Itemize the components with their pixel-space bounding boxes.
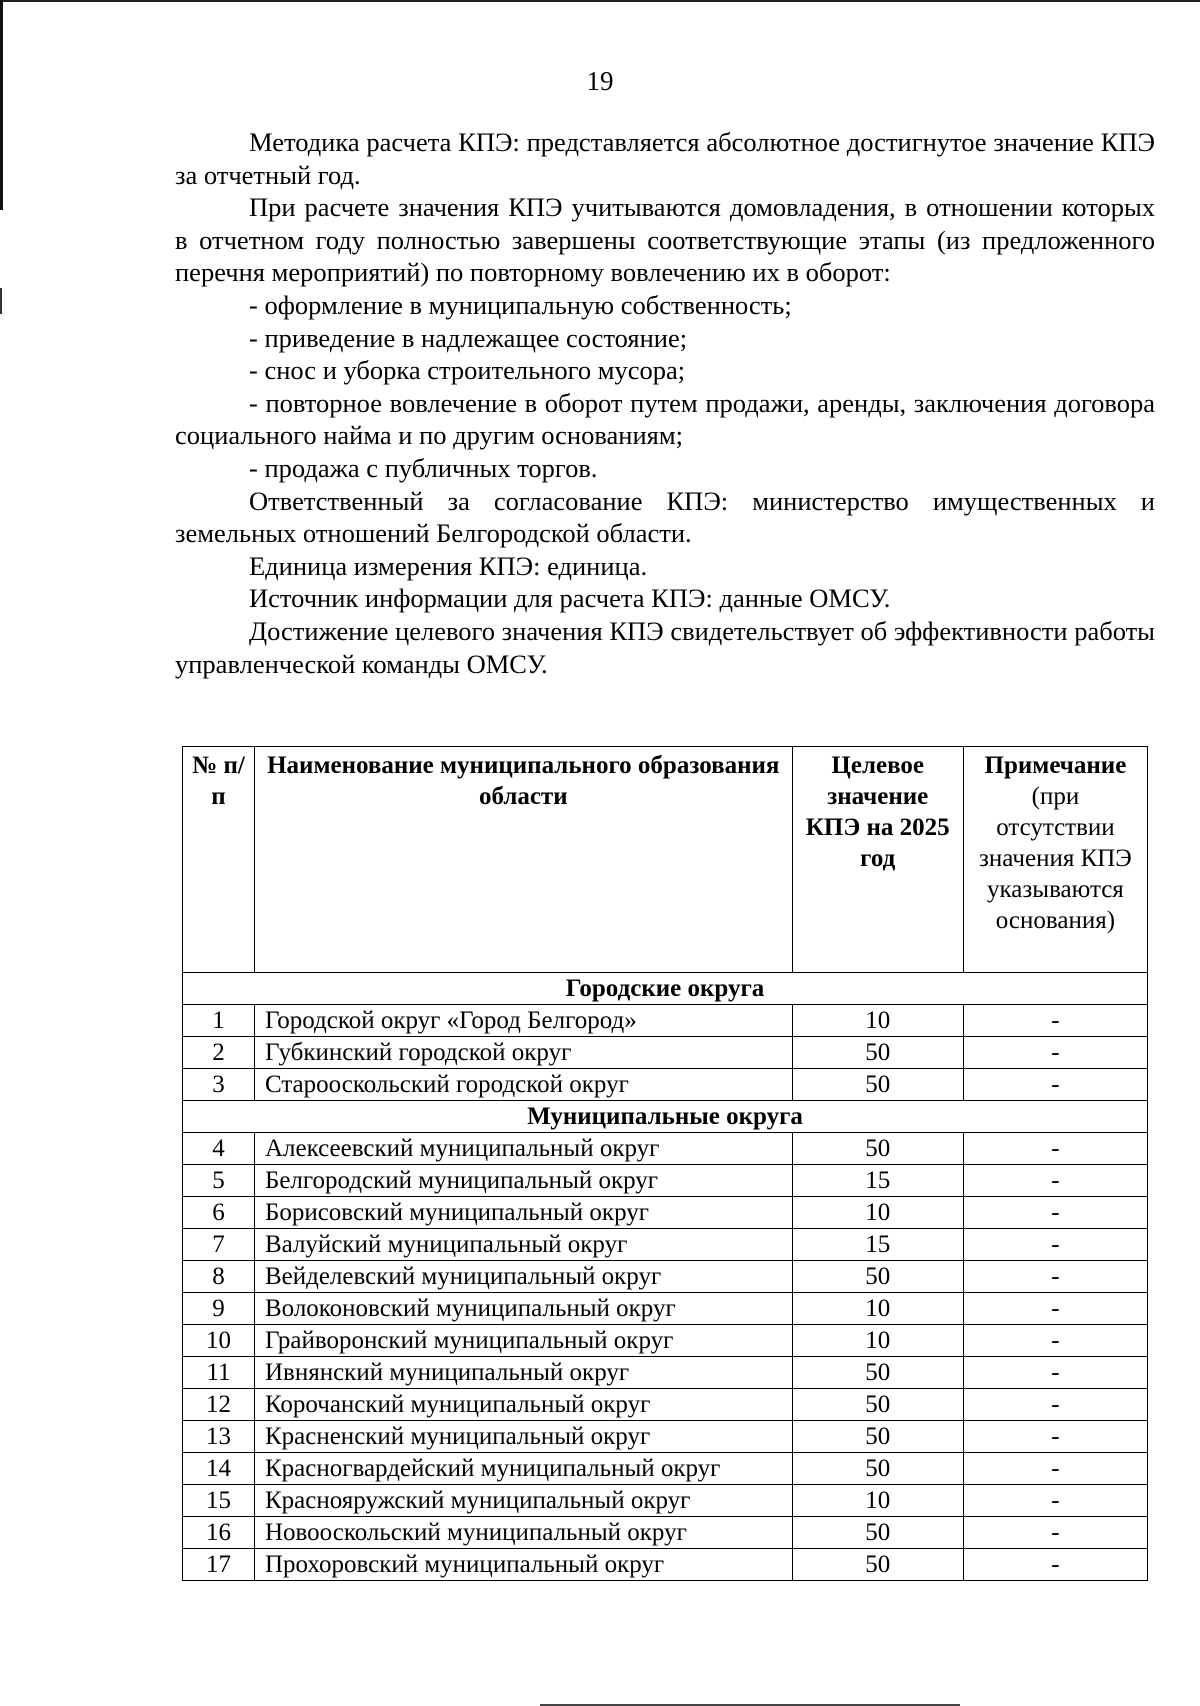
table-row bbox=[183, 1261, 1148, 1293]
table-row bbox=[183, 1389, 1148, 1421]
table-row bbox=[183, 1485, 1148, 1517]
table-row bbox=[183, 1549, 1148, 1581]
municipality-name: Губкинский городской округ bbox=[254, 1037, 792, 1069]
table-row bbox=[183, 1165, 1148, 1197]
note-cell: - bbox=[963, 1037, 1147, 1069]
note-cell: - bbox=[963, 1421, 1147, 1453]
table-row bbox=[183, 1357, 1148, 1389]
row-number: 9 bbox=[183, 1293, 255, 1325]
table-header-row bbox=[183, 747, 1148, 973]
table-row bbox=[183, 1325, 1148, 1357]
note-cell: - bbox=[963, 1133, 1147, 1165]
row-number: 7 bbox=[183, 1229, 255, 1261]
municipality-name: Новооскольский муниципальный округ bbox=[254, 1517, 792, 1549]
list-item: - приведение в надлежащее состояние; bbox=[249, 322, 688, 353]
municipality-name: Валуйский муниципальный округ bbox=[254, 1229, 792, 1261]
row-number: 2 bbox=[183, 1037, 255, 1069]
row-number: 3 bbox=[183, 1069, 255, 1101]
municipality-name: Грайворонский муниципальный округ bbox=[254, 1325, 792, 1357]
table-row bbox=[183, 1229, 1148, 1261]
header-note bbox=[963, 747, 1147, 973]
header-name: Наименование муниципального образования области bbox=[254, 747, 792, 973]
table-row bbox=[183, 1421, 1148, 1453]
row-number: 5 bbox=[183, 1165, 255, 1197]
table-row bbox=[183, 1133, 1148, 1165]
body-text bbox=[175, 126, 1155, 680]
group-title: Городские округа bbox=[183, 973, 1148, 1005]
table-row bbox=[183, 1517, 1148, 1549]
target-value: 10 bbox=[792, 1293, 963, 1325]
municipality-name: Старооскольский городской округ bbox=[254, 1069, 792, 1101]
target-value: 10 bbox=[792, 1325, 963, 1357]
row-number: 17 bbox=[183, 1549, 255, 1581]
group-title: Муниципальные округа bbox=[183, 1101, 1148, 1133]
target-value: 15 bbox=[792, 1229, 963, 1261]
municipality-name: Борисовский муниципальный округ bbox=[254, 1197, 792, 1229]
row-number: 13 bbox=[183, 1421, 255, 1453]
target-value: 50 bbox=[792, 1133, 963, 1165]
header-note-sub: (при отсутствии значения КПЭ указываются основания) bbox=[979, 783, 1132, 934]
municipality-name: Белгородский муниципальный округ bbox=[254, 1165, 792, 1197]
row-number: 16 bbox=[183, 1517, 255, 1549]
municipality-name: Алексеевский муниципальный округ bbox=[254, 1133, 792, 1165]
municipality-name: Ивнянский муниципальный округ bbox=[254, 1357, 792, 1389]
target-value: 50 bbox=[792, 1261, 963, 1293]
note-cell: - bbox=[963, 1165, 1147, 1197]
target-value: 50 bbox=[792, 1389, 963, 1421]
row-number: 8 bbox=[183, 1261, 255, 1293]
paragraph-source: Источник информации для расчета КПЭ: данные ОМСУ. bbox=[249, 583, 891, 614]
header-note-title: Примечание bbox=[984, 752, 1127, 779]
table-group-row bbox=[183, 973, 1148, 1005]
row-number: 15 bbox=[183, 1485, 255, 1517]
row-number: 14 bbox=[183, 1453, 255, 1485]
kpe-table bbox=[182, 746, 1148, 1581]
note-cell: - bbox=[963, 1453, 1147, 1485]
scan-edge-top bbox=[0, 0, 1200, 2]
paragraph-responsible: Ответственный за согласование КПЭ: министерство имущественных и земельных отношений Белгородской области. bbox=[175, 485, 1155, 549]
target-value: 50 bbox=[792, 1037, 963, 1069]
municipality-name: Волоконовский муниципальный округ bbox=[254, 1293, 792, 1325]
row-number: 6 bbox=[183, 1197, 255, 1229]
target-value: 15 bbox=[792, 1165, 963, 1197]
note-cell: - bbox=[963, 1325, 1147, 1357]
table-group-row bbox=[183, 1101, 1148, 1133]
target-value: 50 bbox=[792, 1453, 963, 1485]
note-cell: - bbox=[963, 1293, 1147, 1325]
note-cell: - bbox=[963, 1485, 1147, 1517]
header-num: № п/п bbox=[183, 747, 255, 973]
table-row bbox=[183, 1005, 1148, 1037]
municipality-name: Прохоровский муниципальный округ bbox=[254, 1549, 792, 1581]
municipality-name: Корочанский муниципальный округ bbox=[254, 1389, 792, 1421]
table-row bbox=[183, 1453, 1148, 1485]
list-item: - продажа с публичных торгов. bbox=[249, 452, 598, 483]
table-row bbox=[183, 1197, 1148, 1229]
target-value: 50 bbox=[792, 1517, 963, 1549]
municipality-name: Городской округ «Город Белгород» bbox=[254, 1005, 792, 1037]
paragraph-calculation: При расчете значения КПЭ учитываются домовладения, в отношении которых в отчетном году полностью завершены соответствующие этапы (из предложенного перечня мероприятий) по повторному вовлечению их в оборот: bbox=[175, 192, 1155, 288]
municipality-name: Красненский муниципальный округ bbox=[254, 1421, 792, 1453]
note-cell: - bbox=[963, 1357, 1147, 1389]
target-value: 50 bbox=[792, 1549, 963, 1581]
table-row bbox=[183, 1293, 1148, 1325]
row-number: 12 bbox=[183, 1389, 255, 1421]
table-body bbox=[183, 973, 1148, 1581]
note-cell: - bbox=[963, 1069, 1147, 1101]
municipality-name: Вейделевский муниципальный округ bbox=[254, 1261, 792, 1293]
paragraph-method: Методика расчета КПЭ: представляется абсолютное достигнутое значение КПЭ за отчетный год. bbox=[175, 127, 1155, 190]
scan-edge-left bbox=[0, 0, 3, 210]
paragraph-achievement: Достижение целевого значения КПЭ свидетельствует об эффективности работы управленческой команды ОМСУ. bbox=[175, 615, 1155, 679]
row-number: 11 bbox=[183, 1357, 255, 1389]
row-number: 4 bbox=[183, 1133, 255, 1165]
row-number: 1 bbox=[183, 1005, 255, 1037]
scan-mark bbox=[0, 288, 2, 314]
municipality-name: Красногвардейский муниципальный округ bbox=[254, 1453, 792, 1485]
note-cell: - bbox=[963, 1261, 1147, 1293]
page-number: 19 bbox=[586, 66, 614, 96]
municipality-name: Краснояружский муниципальный округ bbox=[254, 1485, 792, 1517]
target-value: 50 bbox=[792, 1357, 963, 1389]
list-item: - оформление в муниципальную собственность; bbox=[249, 289, 792, 320]
note-cell: - bbox=[963, 1517, 1147, 1549]
target-value: 10 bbox=[792, 1485, 963, 1517]
note-cell: - bbox=[963, 1197, 1147, 1229]
row-number: 10 bbox=[183, 1325, 255, 1357]
header-target: Целевое значение КПЭ на 2025 год bbox=[792, 747, 963, 973]
note-cell: - bbox=[963, 1389, 1147, 1421]
target-value: 50 bbox=[792, 1069, 963, 1101]
list-item: - повторное вовлечение в оборот путем продажи, аренды, заключения договора социального найма и по другим основаниям; bbox=[175, 387, 1155, 451]
note-cell: - bbox=[963, 1549, 1147, 1581]
note-cell: - bbox=[963, 1005, 1147, 1037]
note-cell: - bbox=[963, 1229, 1147, 1261]
target-value: 10 bbox=[792, 1197, 963, 1229]
list-item: - снос и уборка строительного мусора; bbox=[249, 355, 686, 386]
paragraph-unit: Единица измерения КПЭ: единица. bbox=[249, 550, 648, 581]
target-value: 50 bbox=[792, 1421, 963, 1453]
target-value: 10 bbox=[792, 1005, 963, 1037]
table-row bbox=[183, 1069, 1148, 1101]
table-row bbox=[183, 1037, 1148, 1069]
